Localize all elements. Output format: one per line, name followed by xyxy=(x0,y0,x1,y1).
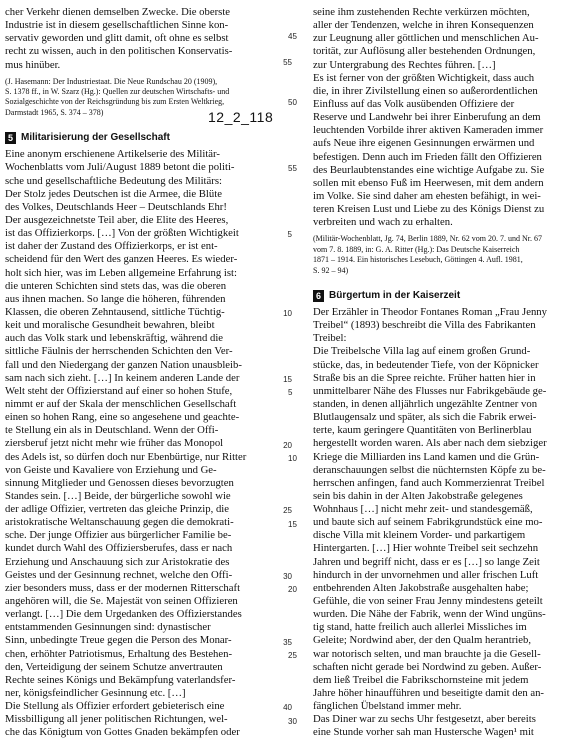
section-number-badge: 6 xyxy=(313,290,324,302)
line-number: 15 xyxy=(288,520,297,529)
text-line: hindurch in der unvornehmen und aller frischen Luft xyxy=(313,568,539,581)
text-line: mus hinüber. xyxy=(5,58,61,71)
text-line: torität, zur Auflösung aller bestehenden Ordnungen, xyxy=(313,45,536,58)
section-title: Bürgertum in der Kaiserzeit xyxy=(329,289,461,301)
citation-line: S. 1378 ff., in W. Szarz (Hg.): Quellen zur deutschen Wirtschafts- und xyxy=(5,87,230,97)
text-line: aus ihnen machen. So lange die höheren, führenden xyxy=(5,292,226,305)
text-line: Kriege die Milliarden ins Land kamen und die Grün- xyxy=(313,450,540,463)
section-5-body xyxy=(5,148,267,739)
text-line: aufs Neue ihre eigenen Gesinnungen erwärmen und xyxy=(313,137,535,150)
text-line: herrschen anfingen, fand auch Kommerzienrat Treibel xyxy=(313,476,545,489)
text-line: die unteren Schichten sind stets das, was die oberen xyxy=(5,279,227,292)
text-line: unmittelbarer Nähe des Flusses nur Fabrikgebäude ge- xyxy=(313,384,547,397)
line-number: 30 xyxy=(288,717,297,726)
citation-line: Sozialgeschichte von der Reichsgründung bis zum Ersten Weltkrieg, xyxy=(5,97,225,107)
text-line: Eine anonym erschienene Artikelserie des Militär- xyxy=(5,148,220,161)
text-line: ner, königsfeindlicher Gesinnung etc. […] xyxy=(5,687,186,700)
text-line: ist das Offizierkorps. […] Von der größten Wichtigkeit xyxy=(5,227,239,240)
text-line: Der ausgezeichnetste Teil aber, die Elite des Heeres, xyxy=(5,213,229,226)
text-line: kundet durch Wahl des Offiziersberufes, dass er nach xyxy=(5,542,233,555)
left-intro-paragraph xyxy=(5,6,267,72)
line-number: 45 xyxy=(288,32,297,41)
text-line: nimmt er auf der Skala der menschlichen Gesellschaft xyxy=(5,397,237,410)
text-line: Jahren und begriff nicht, dass er es […] so lange Zeit xyxy=(313,555,540,568)
text-line: sein bis dahin in der Alten Jakobstraße gelegenes xyxy=(313,489,523,502)
right-column xyxy=(313,6,565,740)
document-stamp: 12_2_118 xyxy=(208,109,274,125)
text-line: entstammenden Gesinnungen sind: dynastischer xyxy=(5,621,211,634)
text-line: Es ist ferner von der größten Wichtigkeit, dass auch xyxy=(313,71,535,84)
line-number: 55 xyxy=(288,164,297,173)
text-line: servativ geworden und glitt damit, oft ohne es selbst xyxy=(5,32,229,45)
text-line: cher Verkehr dienen demselben Zwecke. Die oberste xyxy=(5,6,231,18)
citation-militaer-wochenblatt xyxy=(313,234,565,276)
text-line: zur Leugnung aller göttlichen und menschlichen Au- xyxy=(313,32,539,45)
text-line: Erziehung und Anschauung sich zur Aristokratie des xyxy=(5,555,230,568)
text-line: die, in ihrer Zivilstellung einen so außerordentlichen xyxy=(313,84,538,97)
text-line: sam nach sich zieht. […] In keinem anderen Lande der xyxy=(5,371,240,384)
text-line: teren Kreisen Lust und Liebe zu des Königs Dienst zu xyxy=(313,203,545,216)
text-line: Treibel: xyxy=(313,332,347,345)
text-line: holt sich hier, was im Leben allgemeine Erfahrung ist: xyxy=(5,266,237,279)
text-line: schaften nicht gerade bei Nordwind zu geben. Außer- xyxy=(313,660,542,673)
text-line: fänglichen Übelstand immer mehr. xyxy=(313,700,462,713)
text-line: Jahre höher hinaufführen und beseitigte damit den an- xyxy=(313,687,544,700)
text-line: seine ihm zustehenden Rechte verkürzen möchten, xyxy=(313,6,530,18)
text-line: Treibel“ (1893) beschreibt die Villa des Fabrikanten xyxy=(313,319,536,332)
text-line: chen, erhöhter Patriotismus, Erhaltung des Bestehen- xyxy=(5,647,233,660)
text-line: sche. Der junge Offizier aus bürgerlicher Familie be- xyxy=(5,529,232,542)
text-line: Geleite; Nordwind aber, der den Qualm herantrieb, xyxy=(313,634,531,647)
text-line: fall und den Niedergang der ganzen Nation unausbleib- xyxy=(5,358,242,371)
text-line: zur Untergrabung des Rechtes führen. […] xyxy=(313,58,496,71)
line-number: 30 xyxy=(283,572,292,581)
citation-line: vom 7. 8. 1889, in: G. A. Ritter (Hg.): Das Deutsche Kaiserreich xyxy=(313,244,520,254)
text-line: zier besonders muss, dass er der modernen Ritterschaft xyxy=(5,581,241,594)
text-line: scheidend für den Wert des ganzen Heeres. Es wieder- xyxy=(5,253,238,266)
text-line: Die Treibelsche Villa lag auf einem großen Grund- xyxy=(313,345,531,358)
line-number: 50 xyxy=(288,98,297,107)
text-line: aller der Tendenzen, welche in ihren Konsequenzen xyxy=(313,19,534,32)
text-line: Hintergarten. […] Hier wohnte Treibel seit sechzehn xyxy=(313,542,539,555)
text-line: des Adels ist, so dürfen doch nur Ebenbürtige, nur Ritter xyxy=(5,450,247,463)
text-line: den, Verteidigung der seinem Schutze anvertrauten xyxy=(5,660,223,673)
text-line: dische Villa mit kleinem Vorder- und parkartigem xyxy=(313,529,526,542)
line-number: 5 xyxy=(287,230,292,239)
text-line: ist daher der Zustand des Offizierkorps, er ist ent- xyxy=(5,240,218,253)
section-6-header xyxy=(313,289,565,304)
text-line: eine Stunde vorher sah man Hustersche Wagen¹ mit xyxy=(313,726,534,739)
text-line: terte, kaum geringere Quantitäten von Berlinerblau xyxy=(313,424,532,437)
text-line: sittliche Fäulnis der herrschenden Schichten den Ver- xyxy=(5,345,233,358)
citation-line: (J. Hasemann: Der Industriestaat. Die Neue Rundschau 20 (1909), xyxy=(5,76,218,86)
text-line: wurden. Die Nähe der Fabrik, wenn der Wind ungüns- xyxy=(313,608,546,621)
text-line: angehören will, die Se. Majestät von seinen Offizieren xyxy=(5,595,238,608)
section-6-body xyxy=(313,306,565,740)
section-title: Militarisierung der Gesellschaft xyxy=(21,132,170,144)
line-number: 25 xyxy=(288,651,297,660)
text-line: recht zu wissen, auch in den politischen Konservatis- xyxy=(5,45,233,58)
section-number-badge: 5 xyxy=(5,132,16,144)
text-line: tig stand, hatte freilich auch allerlei Missliches im xyxy=(313,621,527,634)
text-line: leuchtenden Vorbilde ihrer aktiven Kameraden immer xyxy=(313,124,544,137)
line-number: 15 xyxy=(283,375,292,384)
text-line: und baute sich auf seinem Fabrikgrundstück eine mo- xyxy=(313,516,543,529)
text-line: Klassen, die oberen Zehntausend, sittliche Tüchtig- xyxy=(5,305,225,318)
text-line: Der Stolz jedes Deutschen ist die Armee, die Blüte xyxy=(5,187,222,200)
text-line: auch das Volk stark und lebenskräftig, während die xyxy=(5,332,224,345)
line-number: 35 xyxy=(283,638,292,647)
text-line: Einfluss auf das Volk ausübenden Offiziere der xyxy=(313,97,515,110)
text-line: Wochenblatts vom Juli/August 1889 betont die politi- xyxy=(5,161,235,174)
text-line: sche und gesellschaftliche Bedeutung des Militärs: xyxy=(5,174,222,187)
text-line: dem ließ Treibel die Fabrikschornsteine mit jedem xyxy=(313,673,529,686)
line-number: 40 xyxy=(283,703,292,712)
citation-line: 1871 – 1914. Ein historisches Lesebuch, Göttingen 4. Aufl. 1981, xyxy=(313,255,523,265)
text-line: standen, in denen alljährlich ungezählte Zentner von xyxy=(313,397,538,410)
text-line: Das Diner war zu sechs Uhr festgesetzt, aber bereits xyxy=(313,713,536,726)
text-line: Geistes und der Gesinnung rechnet, welche den Offi- xyxy=(5,568,233,581)
text-line: Rechte seines Königs und Bekämpfung vaterlandsfer- xyxy=(5,673,236,686)
text-line: einen so hohen Rang, eine so angesehene und geachte- xyxy=(5,411,240,424)
text-line: Gefühle, die von seiner Frau Jenny mindestens geteilt xyxy=(313,595,543,608)
text-line: te Stellung ein als in Deutschland. Wenn der Offi- xyxy=(5,424,219,437)
text-line: Standes sein. […] Beide, der bürgerliche sowohl wie xyxy=(5,489,231,502)
text-line: hergestellt worden waren. Als aber nach dem siebziger xyxy=(313,437,547,450)
text-line: ziersberuf jetzt nicht mehr wie früher das Monopol xyxy=(5,437,224,450)
text-line: Industrie ist in diesem gesellschaftlichen Sinne kon- xyxy=(5,19,229,32)
text-line: Sinn, unbedingte Treue gegen die Person des Monar- xyxy=(5,634,232,647)
text-line: Welt steht der Offizierstand auf einer so hohen Stufe, xyxy=(5,384,233,397)
line-number: 20 xyxy=(283,441,292,450)
text-line: keit und moralische Gesundheit bewahren, bleibt xyxy=(5,319,215,332)
text-line: des Volkes, Deutschlands Heer – Deutschlands Ehr! xyxy=(5,200,227,213)
text-line: sinnung Mitglieder und Genossen dieses bevorzugten xyxy=(5,476,234,489)
text-line: Blutlaugensalz und später, als sich die Fabrik erwei- xyxy=(313,411,537,424)
text-line: war notorisch selten, und man brauchte ja die Gesell- xyxy=(313,647,541,660)
line-number: 10 xyxy=(283,309,292,318)
text-line: che das Königtum von Gottes Gnaden bekämpfen oder xyxy=(5,726,240,739)
line-number: 55 xyxy=(283,58,292,67)
text-line: Wohnhaus […] nicht mehr zeit- und standesgemäß, xyxy=(313,503,533,516)
text-line: von Geiste und Kavaliere von Erziehung und Ge- xyxy=(5,463,217,476)
text-line: des Beurlaubtenstandes eine wichtige Aufgabe zu. Sie xyxy=(313,163,545,176)
text-line: verbreiten und wach zu erhalten. xyxy=(313,216,453,229)
text-line: Die Stellung als Offizier erfordert gebieterisch eine xyxy=(5,700,225,713)
line-number: 5 xyxy=(288,388,293,397)
right-continuation-paragraph xyxy=(313,6,565,229)
line-number: 25 xyxy=(283,506,292,515)
text-line: im Volke. Sie sind daher am ehesten befähigt, in wei- xyxy=(313,189,541,202)
line-number: 10 xyxy=(288,454,297,463)
line-number: 20 xyxy=(288,585,297,594)
text-line: Der Erzähler in Theodor Fontanes Roman „Frau Jenny xyxy=(313,305,547,318)
text-line: Straße bis an die Spree reichte. Früher hatten hier in xyxy=(313,371,536,384)
citation-line: Darmstadt 1965, S. 374 – 378) xyxy=(5,107,104,117)
text-line: entbehrenden Alten Jakobstraße ausgehalten habe; xyxy=(313,581,529,594)
text-line: sollen mit ebenso Fuß im Heerwesen, mit dem andern xyxy=(313,176,544,189)
text-line: deranschauungen selbst die nüchternsten Köpfe zu be- xyxy=(313,463,546,476)
text-line: Missbilligung all jener politischen Richtungen, wel- xyxy=(5,713,228,726)
text-line: Reserve und Landwehr bei ihrer Einberufung an dem xyxy=(313,111,541,124)
section-5-header xyxy=(5,131,267,146)
text-line: aristokratische Weltanschauung gegen die demokrati- xyxy=(5,516,234,529)
citation-line: (Militär-Wochenblatt, Jg. 74, Berlin 1889, Nr. 62 vom 20. 7. und Nr. 67 xyxy=(313,234,542,244)
text-line: befestigen. Denn auch im Frieden fällt den Offizieren xyxy=(313,150,542,163)
text-line: stücke, das, in bedeutender Tiefe, von der Köpnicker xyxy=(313,358,539,371)
citation-line: S. 92 – 94) xyxy=(313,265,349,275)
text-line: der adlige Offizier, vertreten das gleiche Prinzip, die xyxy=(5,503,230,516)
text-line: verlangt. […] Die dem Urgedanken des Offizierstandes xyxy=(5,608,242,621)
